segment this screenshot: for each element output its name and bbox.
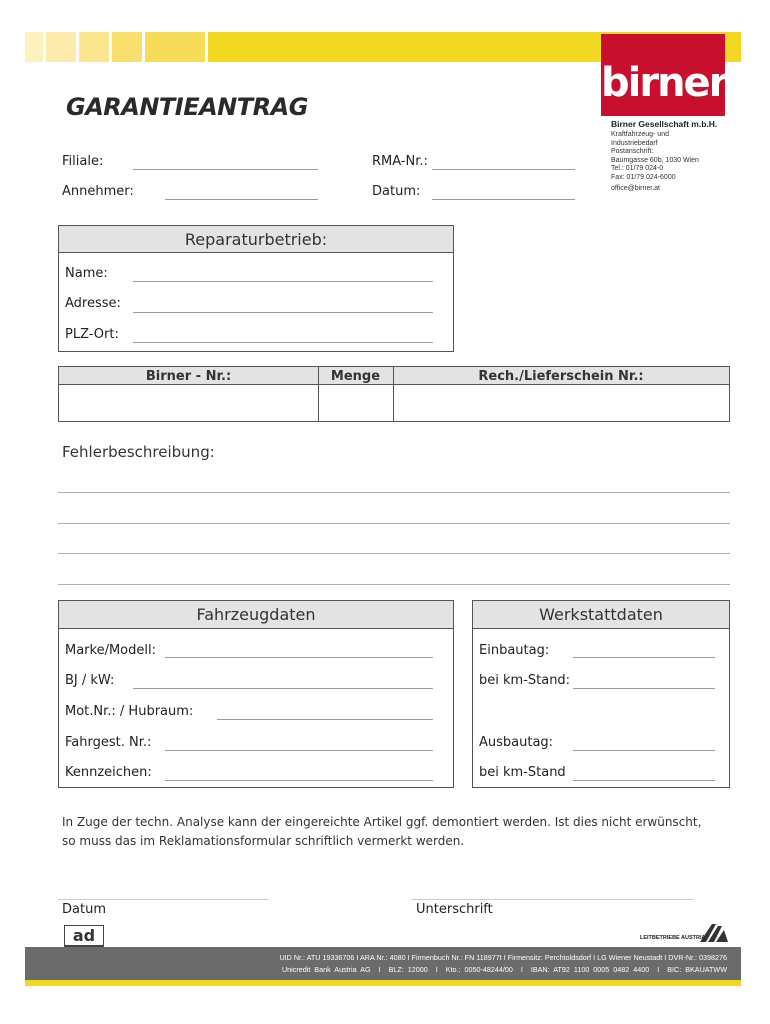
sig-unterschrift-label: Unterschrift	[416, 902, 493, 917]
marke-label: Marke/Modell:	[65, 643, 156, 658]
fehler-line[interactable]	[58, 523, 730, 524]
datum-field[interactable]	[432, 199, 575, 200]
werkstatt-box	[472, 600, 730, 788]
footer-yellow-band	[25, 980, 741, 986]
footer-line: UID Nr.: ATU 19336706 I ARA Nr.: 4080 I Firmenbuch Nr.: FN 118977t I Firmensitz: Perchtoldsdorf I LG Wiener Neustadt I DVR-Nr.: 0398276	[279, 953, 727, 962]
reparatur-box	[58, 225, 454, 352]
cell-rechnung[interactable]	[394, 386, 729, 421]
footer-logo-strip	[25, 947, 133, 980]
birner-logo	[601, 34, 725, 116]
col-birner-nr: Birner - Nr.:	[145, 369, 232, 384]
kennzeichen-field[interactable]	[165, 780, 433, 781]
fahrzeug-title: Fahrzeugdaten	[59, 601, 453, 629]
col-menge: Menge	[330, 369, 381, 384]
col-rechnung: Rech./Lieferschein Nr.:	[478, 369, 644, 384]
fahrgest-label: Fahrgest. Nr.:	[65, 735, 152, 750]
notice-line: In Zuge der techn. Analyse kann der eingereichte Artikel ggf. demontiert werden. Ist dies nicht erwünscht,	[62, 815, 702, 829]
sig-datum-label: Datum	[62, 902, 106, 917]
einbautag-label: Einbautag:	[479, 643, 550, 658]
cell-birner-nr[interactable]	[59, 386, 318, 421]
fahrgest-field[interactable]	[165, 750, 433, 751]
rma-field[interactable]	[432, 169, 575, 170]
kennzeichen-label: Kennzeichen:	[65, 765, 152, 780]
company-name: Birner Gesellschaft m.b.H.	[611, 119, 718, 129]
km2-label: bei km-Stand	[479, 765, 566, 780]
marke-field[interactable]	[165, 657, 433, 658]
leitbetriebe-text: LEITBETRIEBE AUSTRIA	[640, 935, 706, 941]
company-email: office@birner.at	[611, 184, 661, 192]
plz-field[interactable]	[133, 342, 433, 343]
annehmer-field[interactable]	[165, 199, 318, 200]
cell-menge[interactable]	[319, 386, 393, 421]
werkstatt-title: Werkstattdaten	[473, 601, 729, 629]
notice-text	[62, 813, 742, 851]
company-line: Industriebedarf	[611, 139, 658, 147]
company-info	[611, 119, 761, 193]
filiale-label: Filiale:	[62, 154, 104, 169]
ausbautag-label: Ausbautag:	[479, 735, 554, 750]
name-field[interactable]	[133, 281, 433, 282]
company-line: Fax: 01/79 024-6000	[611, 173, 676, 181]
sig-datum-field[interactable]	[58, 899, 268, 900]
einbautag-field[interactable]	[573, 657, 715, 658]
km2-field[interactable]	[573, 780, 715, 781]
datum-label: Datum:	[372, 184, 421, 199]
band-tile	[46, 32, 76, 62]
article-table	[58, 366, 730, 422]
sig-unterschrift-field[interactable]	[412, 899, 694, 900]
company-line: Tel.: 01/79 024-0	[611, 165, 664, 173]
reparatur-title: Reparaturbetrieb:	[59, 226, 453, 253]
adresse-label: Adresse:	[65, 296, 121, 311]
name-label: Name:	[65, 266, 108, 281]
company-line: Postanschrift:	[611, 148, 654, 156]
bj-label: BJ / kW:	[65, 673, 115, 688]
mot-field[interactable]	[217, 719, 433, 720]
plz-label: PLZ-Ort:	[65, 327, 119, 342]
band-tile	[25, 32, 43, 62]
fahrzeug-box	[58, 600, 454, 788]
mot-label: Mot.Nr.: / Hubraum:	[65, 704, 194, 719]
adresse-field[interactable]	[133, 312, 433, 313]
bj-field[interactable]	[133, 688, 433, 689]
footer-bar	[25, 947, 741, 980]
km1-label: bei km-Stand:	[479, 673, 571, 688]
annehmer-label: Annehmer:	[62, 184, 134, 199]
notice-line: so muss das im Reklamationsformular schriftlich vermerkt werden.	[62, 834, 465, 848]
km1-field[interactable]	[573, 688, 715, 689]
company-line: Baumgasse 60b, 1030 Wien	[611, 156, 699, 164]
filiale-field[interactable]	[133, 169, 318, 170]
band-tile	[112, 32, 142, 62]
fehler-line[interactable]	[58, 584, 730, 585]
fehler-line[interactable]	[58, 553, 730, 554]
logo-wordmark: birner	[601, 60, 727, 106]
footer-line: Unicredit Bank Austria AG I BLZ: 12000 I Kto.: 0050-48244/00 I IBAN: AT92 1100 0005 0482 4400 I BIC: BKAUATWW	[281, 965, 727, 974]
band-tile	[145, 32, 205, 62]
company-line: Kraftfahrzeug- und	[611, 131, 669, 138]
fehler-label: Fehlerbeschreibung:	[62, 443, 215, 461]
band-tile	[79, 32, 109, 62]
ausbautag-field[interactable]	[573, 750, 715, 751]
fehler-line[interactable]	[58, 492, 730, 493]
leitbetriebe-logo	[640, 922, 730, 944]
ad-logo-mark: ad	[72, 926, 96, 945]
page-title: GARANTIEANTRAG	[66, 93, 308, 121]
rma-label: RMA-Nr.:	[372, 154, 428, 169]
